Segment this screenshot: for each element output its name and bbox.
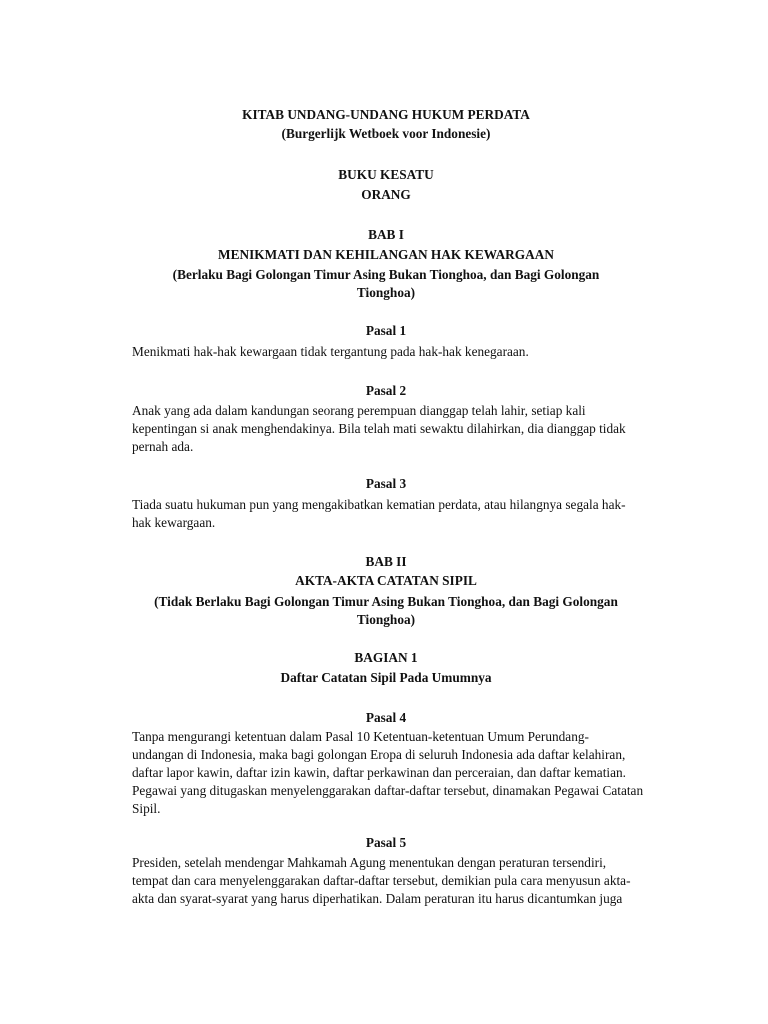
- book-subject: ORANG: [361, 187, 411, 202]
- article-line: Menikmati hak-hak kewargaan tidak tergantung pada hak-hak kenegaraan.: [132, 344, 529, 359]
- chapter-note: [132, 266, 640, 302]
- section-title: Daftar Catatan Sipil Pada Umumnya: [280, 670, 492, 685]
- article-heading: Pasal 3: [365, 476, 407, 491]
- chapter-title: AKTA-AKTA CATATAN SIPIL: [295, 573, 477, 588]
- chapter-note: [132, 593, 640, 629]
- article-line: pernah ada.: [132, 439, 194, 454]
- article-body: [132, 854, 640, 908]
- chapter-title: MENIKMATI DAN KEHILANGAN HAK KEWARGAAN: [218, 247, 554, 262]
- article-body: [132, 402, 640, 456]
- section-label: BAGIAN 1: [354, 650, 418, 665]
- article-line: akta dan syarat-syarat yang harus diperhatikan. Dalam peraturan itu harus dicantumkan juga: [132, 891, 623, 906]
- chapter-label: BAB II: [365, 554, 407, 569]
- chapter-note-line: (Berlaku Bagi Golongan Timur Asing Bukan Tionghoa, dan Bagi Golongan: [172, 267, 600, 282]
- document-title: KITAB UNDANG-UNDANG HUKUM PERDATA: [242, 107, 530, 122]
- chapter-note-line: Tionghoa): [356, 285, 416, 300]
- article-line: daftar lapor kawin, daftar izin kawin, daftar perkawinan dan perceraian, dan daftar kematian.: [132, 765, 626, 780]
- article-heading: Pasal 2: [365, 383, 407, 398]
- book-heading: BUKU KESATU: [338, 167, 434, 182]
- article-line: hak kewargaan.: [132, 515, 216, 530]
- article-line: tempat dan cara menyelenggarakan daftar-daftar tersebut, demikian pula cara menyusun akta-: [132, 873, 631, 888]
- article-body: [132, 343, 640, 361]
- document-subtitle: (Burgerlijk Wetboek voor Indonesie): [281, 126, 491, 141]
- chapter-label: BAB I: [368, 227, 404, 242]
- article-line: Anak yang ada dalam kandungan seorang perempuan dianggap telah lahir, setiap kali: [132, 403, 586, 418]
- article-body: [132, 496, 640, 532]
- article-line: Pegawai yang ditugaskan menyelenggarakan daftar-daftar tersebut, dinamakan Pegawai Catatan: [132, 783, 644, 798]
- article-line: Presiden, setelah mendengar Mahkamah Agung menentukan dengan peraturan tersendiri,: [132, 855, 607, 870]
- article-body: [132, 728, 644, 818]
- article-heading: Pasal 5: [365, 835, 407, 850]
- article-line: Tanpa mengurangi ketentuan dalam Pasal 10 Ketentuan-ketentuan Umum Perundang-: [132, 729, 589, 744]
- article-line: kepentingan si anak menghendakinya. Bila telah mati sewaktu dilahirkan, dia dianggap tidak: [132, 421, 626, 436]
- article-heading: Pasal 1: [365, 323, 407, 338]
- article-line: Sipil.: [132, 801, 161, 816]
- article-line: Tiada suatu hukuman pun yang mengakibatkan kematian perdata, atau hilangnya segala hak-: [132, 497, 626, 512]
- article-line: undangan di Indonesia, maka bagi golongan Eropa di seluruh Indonesia ada daftar kelahiran,: [132, 747, 626, 762]
- article-heading: Pasal 4: [365, 710, 407, 725]
- chapter-note-line: Tionghoa): [356, 612, 416, 627]
- chapter-note-line: (Tidak Berlaku Bagi Golongan Timur Asing Bukan Tionghoa, dan Bagi Golongan: [154, 594, 618, 609]
